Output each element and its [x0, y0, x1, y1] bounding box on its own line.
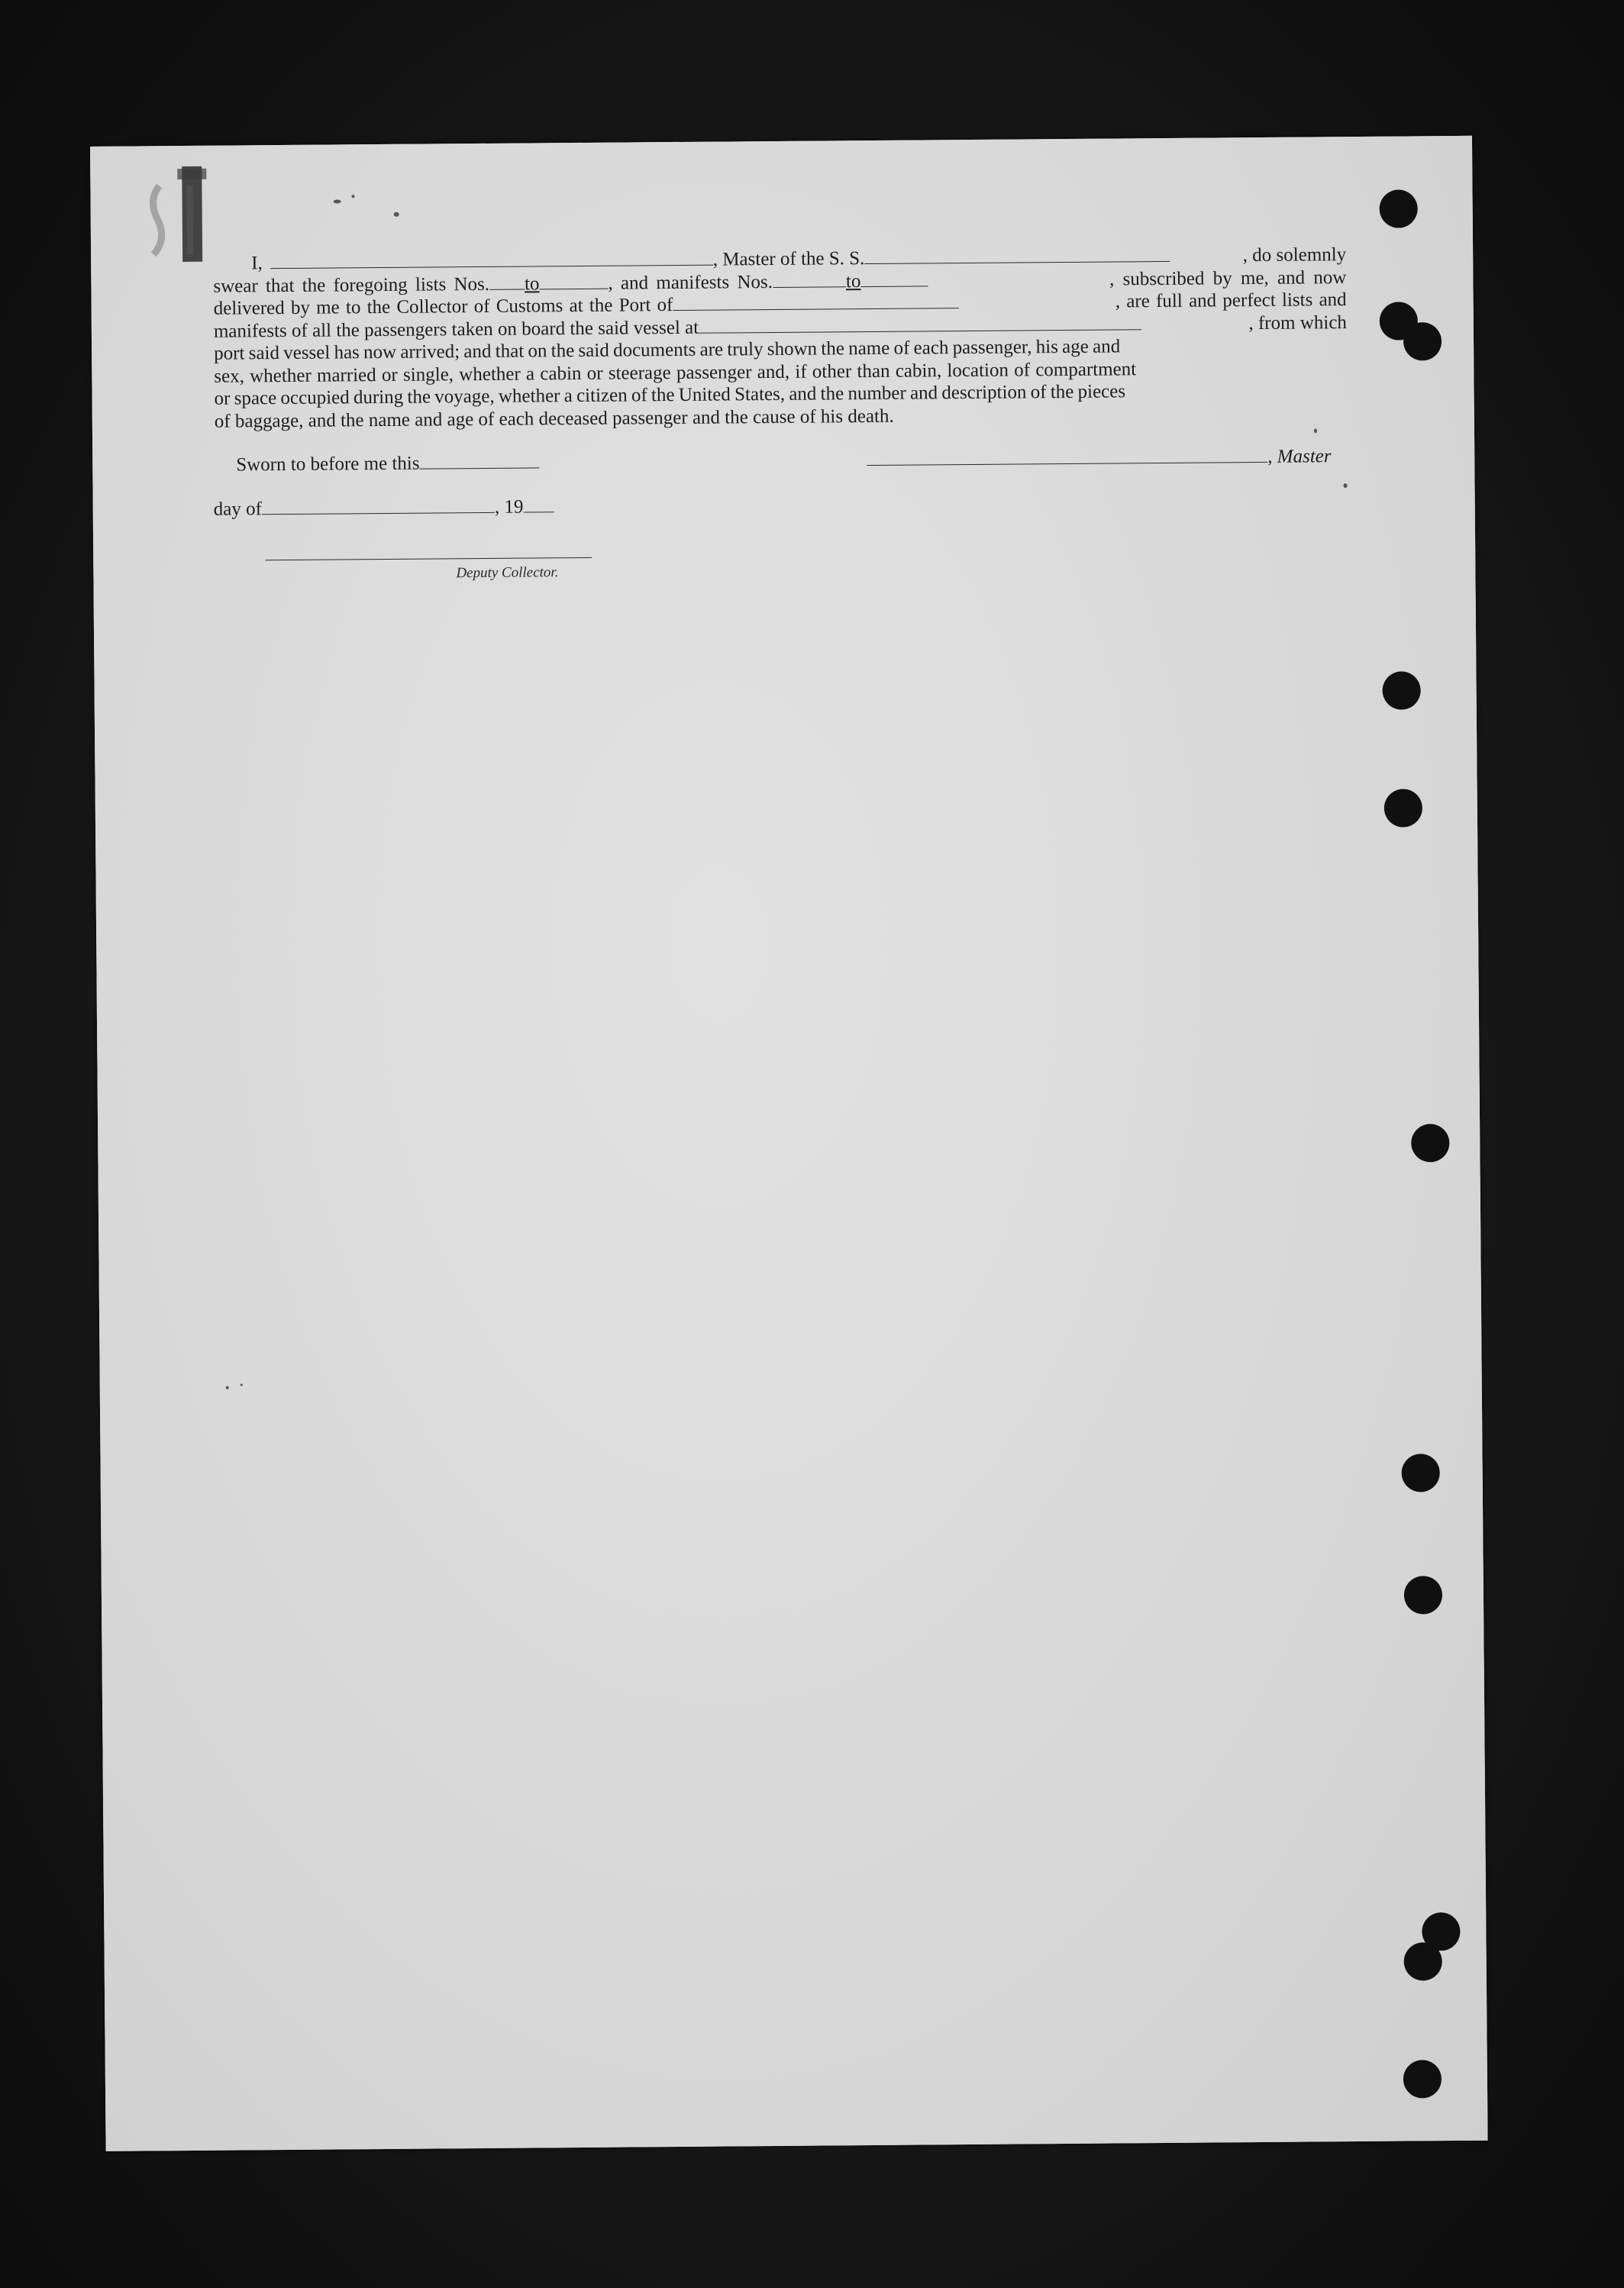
- list-from-blank: [489, 275, 525, 289]
- deputy-collector-label: Deputy Collector.: [456, 564, 559, 582]
- declaration-text: , are full and perfect lists and: [1115, 289, 1347, 312]
- month-blank: [262, 499, 495, 515]
- punch-hole: [1411, 1124, 1449, 1162]
- year-label: , 19: [494, 496, 524, 518]
- master-name-blank: [270, 251, 713, 269]
- declaration-text: or space occupied during the voyage, whether a citizen of the United States, and the number and description of the pieces: [214, 381, 1126, 409]
- declaration-text: sex, whether married or single, whether a cabin or steerage passenger and, if other than cabin, location of compartment: [214, 358, 1137, 387]
- ship-name-blank: [864, 247, 1170, 264]
- declaration-text: , and manifests Nos.: [608, 271, 773, 294]
- port-blank: [673, 294, 958, 311]
- master-signature-blank: [867, 448, 1267, 466]
- master-label: , Master: [1267, 446, 1332, 467]
- scan-speck: [334, 199, 341, 203]
- sworn-day-blank: [419, 453, 539, 469]
- declaration-text: , from which: [1248, 311, 1347, 334]
- scan-speck: [394, 212, 399, 217]
- punch-hole: [1379, 189, 1417, 228]
- sworn-label: Sworn to before me this: [236, 453, 420, 476]
- manifest-to-blank: [860, 272, 928, 287]
- punch-hole: [1403, 2060, 1442, 2098]
- punch-hole: [1404, 1576, 1442, 1614]
- declaration-text: delivered by me to the Collector of Customs at the Port of: [213, 295, 673, 319]
- scan-speck: [241, 1383, 243, 1386]
- master-signature-row: [867, 446, 1332, 471]
- punch-hole: [1382, 671, 1420, 709]
- declaration-text: I,: [251, 253, 263, 274]
- year-blank: [523, 498, 554, 512]
- declaration-text: , Master of the S. S.: [712, 248, 865, 270]
- declaration-text: manifests of all the passengers taken on board the said vessel at: [213, 317, 699, 342]
- punch-hole: [1402, 1454, 1440, 1492]
- deputy-collector-signature-line: [265, 557, 592, 560]
- declaration-text: to: [845, 270, 861, 292]
- punch-hole: [1384, 789, 1422, 827]
- declaration-text: to: [524, 273, 540, 295]
- master-declaration: [213, 244, 1348, 433]
- sworn-row: [236, 452, 539, 476]
- punch-hole: [1404, 1942, 1442, 1980]
- declaration-text: of baggage, and the name and age of each deceased passenger and the cause of his death.: [214, 405, 894, 432]
- list-to-blank: [539, 274, 608, 289]
- scan-speck: [1314, 428, 1317, 433]
- punch-hole: [1403, 322, 1442, 360]
- stamp-mark: [144, 163, 236, 263]
- scan-speck: [1344, 483, 1348, 488]
- scan-speck: [352, 195, 355, 198]
- declaration-text: , subscribed by me, and now: [1109, 266, 1347, 290]
- declaration-text: port said vessel has now arrived; and that on the said documents are truly shown the name of each passenger, his age and: [214, 336, 1121, 364]
- document-page: [90, 136, 1488, 2151]
- manifest-from-blank: [773, 273, 846, 288]
- declaration-text: swear that the foregoing lists Nos.: [213, 273, 490, 297]
- declaration-text: , do solemnly: [1242, 244, 1347, 266]
- embark-port-blank: [699, 315, 1141, 334]
- day-of-label: day of: [213, 499, 263, 520]
- scan-speck: [226, 1386, 229, 1389]
- day-of-row: [214, 496, 554, 520]
